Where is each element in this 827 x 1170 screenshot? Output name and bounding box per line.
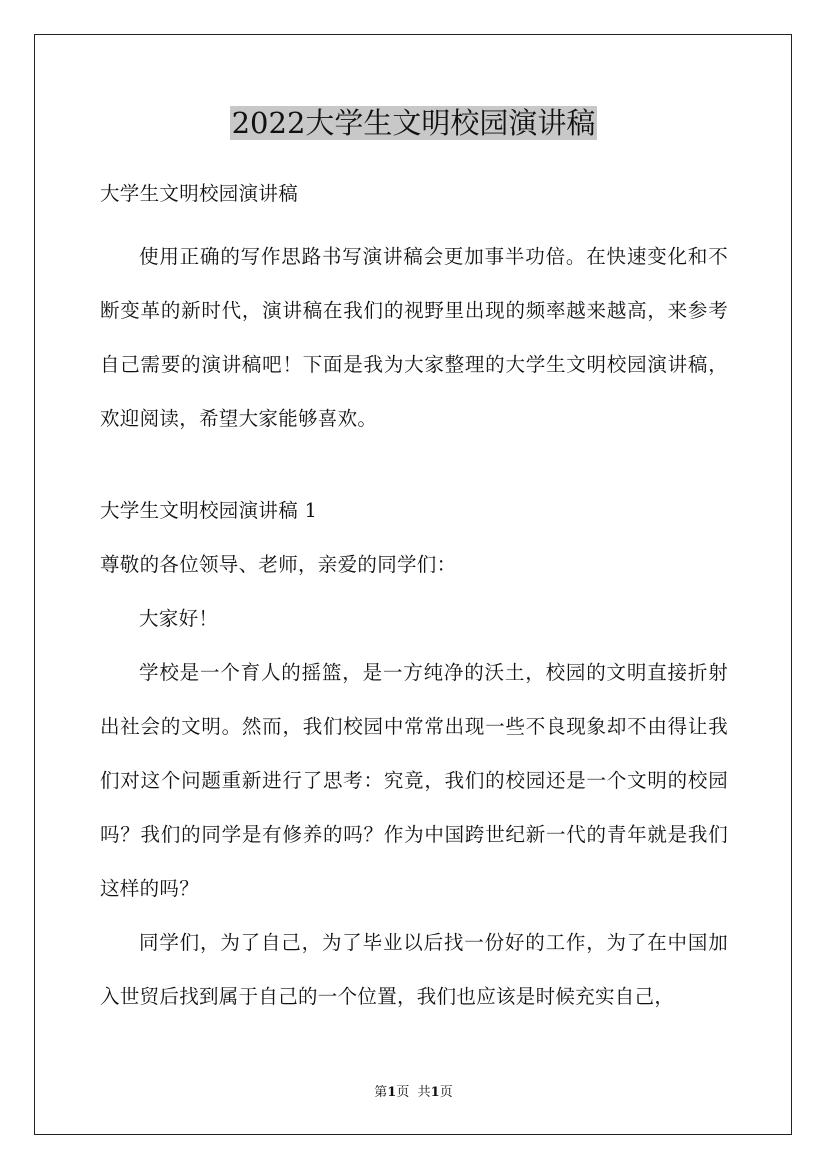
document-title-text: 2022大学生文明校园演讲稿 [231,106,596,140]
greeting: 大家好！ [139,607,219,630]
document-title [0,102,827,144]
document-body [100,176,728,1024]
section-heading: 大学生文明校园演讲稿 1 [100,499,318,522]
page-current: 1 [387,1085,397,1100]
salutation: 尊敬的各位领导、老师，亲爱的同学们： [100,553,457,576]
page-footer [0,1084,827,1102]
document-subtitle: 大学生文明校园演讲稿 [100,182,299,205]
page-total: 1 [430,1085,440,1100]
body-paragraph-1: 学校是一个育人的摇篮，是一方纯净的沃土，校园的文明直接折射出社会的文明。然而，我们校园中常常出现一些不良现象却不由得让我们对这个问题重新进行了思考：究竟，我们的校园还是一个文明的校园吗？我们的同学是有修养的吗？作为中国跨世纪新一代的青年就是我们这样的吗？ [100,661,728,900]
page-prefix: 第 [374,1085,388,1100]
intro-paragraph: 使用正确的写作思路书写演讲稿会更加事半功倍。在快速变化和不断变革的新时代，演讲稿在我们的视野里出现的频率越来越高，来参考自己需要的演讲稿吧！下面是我为大家整理的大学生文明校园演讲稿，欢迎阅读，希望大家能够喜欢。 [100,245,728,430]
total-prefix: 共 [417,1085,431,1100]
body-paragraph-2: 同学们，为了自己，为了毕业以后找一份好的工作，为了在中国加入世贸后找到属于自己的一个位置，我们也应该是时候充实自己， [100,931,728,1008]
total-suffix: 页 [439,1085,453,1100]
page-suffix: 页 [396,1085,410,1100]
